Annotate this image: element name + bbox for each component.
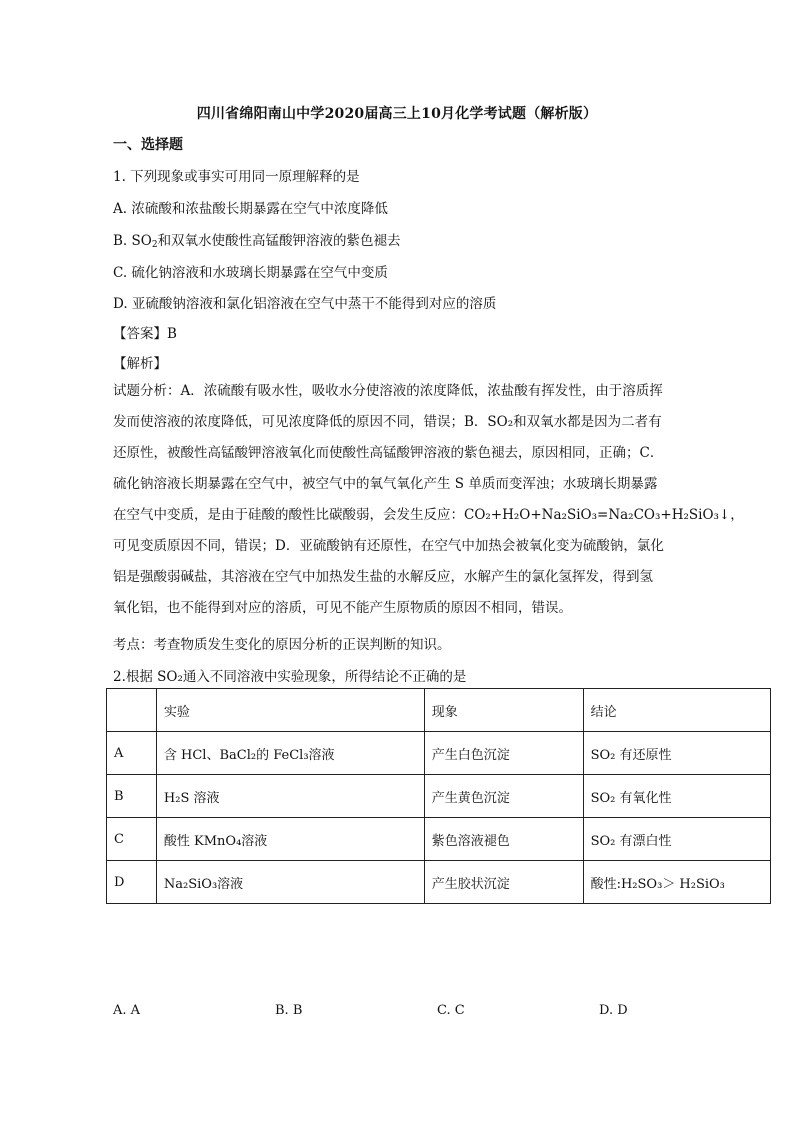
table-row: [107, 775, 771, 818]
analysis-line: 氧化铝，也不能得到对应的溶质，可见不能产生原物质的原因不相同，错误。: [113, 600, 572, 616]
table-row: [107, 818, 771, 861]
question-2-stem: 2.根据 SO₂通入不同溶液中实验现象，所得结论不正确的是: [113, 669, 467, 685]
table-header-row: [107, 689, 771, 732]
page-title: 四川省绵阳南山中学2020届高三上10月化学考试题（解析版）: [196, 106, 598, 122]
table-cell: 紫色溶液褪色: [424, 818, 583, 861]
table-cell: C: [107, 818, 157, 861]
table-cell: SO₂ 有还原性: [583, 732, 770, 775]
analysis-line: 发而使溶液的浓度降低，可见浓度降低的原因不同，错误；B．SO₂和双氧水都是因为二者有: [113, 414, 662, 430]
analysis-line: 在空气中变质，是由于硅酸的酸性比碳酸弱，会发生反应：CO₂+H₂O+Na₂SiO₃=Na₂CO₃+H₂SiO₃↓，: [113, 507, 744, 523]
choice-c: C. C: [437, 1003, 465, 1018]
table-cell: A: [107, 732, 157, 775]
table-cell: 酸性 KMnO₄溶液: [156, 818, 424, 861]
question-1-stem: 1. 下列现象或事实可用同一原理解释的是: [113, 169, 360, 185]
choice-a: A. A: [113, 1003, 141, 1018]
table-cell: B: [107, 775, 157, 818]
table-cell: H₂S 溶液: [156, 775, 424, 818]
table-cell: Na₂SiO₃溶液: [156, 861, 424, 904]
table-cell: 含 HCl、BaCl₂的 FeCl₃溶液: [156, 732, 424, 775]
question-1-analysis: [113, 376, 744, 624]
table-cell: 产生胶状沉淀: [424, 861, 583, 904]
analysis-label: 【解析】: [113, 356, 167, 372]
analysis-line: 铝是强酸弱碱盐，其溶液在空气中加热发生盐的水解反应，水解产生的氯化氢挥发，得到氢: [113, 569, 653, 585]
question-1-option-c: C. 硫化钠溶液和水玻璃长期暴露在空气中变质: [113, 265, 388, 281]
section-heading: 一、选择题: [113, 137, 183, 153]
analysis-line: 可见变质原因不同，错误；D．亚硫酸钠有还原性，在空气中加热会被氧化变为硫酸钠，氯化: [113, 538, 664, 554]
analysis-line: 硫化钠溶液长期暴露在空气中，被空气中的氧气氧化产生 S 单质而变浑浊；水玻璃长期暴露: [113, 476, 658, 492]
question-1-option-b: B. $SO_2$和双氧水使酸性高锰酸钾溶液的紫色褪去: [113, 233, 401, 250]
experiment-table: [106, 688, 771, 904]
choice-b: B. B: [275, 1003, 303, 1018]
analysis-line: 试题分析：A．浓硫酸有吸水性，吸收水分使溶液的浓度降低，浓盐酸有挥发性，由于溶质挥: [113, 383, 663, 399]
analysis-line: 还原性，被酸性高锰酸钾溶液氧化而使酸性高锰酸钾溶液的紫色褪去，原因相同，正确；C．: [113, 445, 664, 461]
table-cell: 产生黄色沉淀: [424, 775, 583, 818]
table-header-cell: 实验: [156, 689, 424, 732]
table-row: [107, 861, 771, 904]
choice-d: D. D: [599, 1003, 628, 1018]
question-1-answer: 【答案】B: [113, 326, 177, 342]
table-row: [107, 732, 771, 775]
table-cell: 酸性:H₂SO₃＞ H₂SiO₃: [583, 861, 770, 904]
table-header-cell: 现象: [424, 689, 583, 732]
table-cell: 产生白色沉淀: [424, 732, 583, 775]
table-header-cell: [107, 689, 157, 732]
table-cell: SO₂ 有漂白性: [583, 818, 770, 861]
question-1-option-a: A. 浓硫酸和浓盐酸长期暴露在空气中浓度降低: [113, 201, 388, 217]
table-header-cell: 结论: [583, 689, 770, 732]
question-1-option-d: D. 亚硫酸钠溶液和氯化铝溶液在空气中蒸干不能得到对应的溶质: [113, 296, 497, 312]
question-1-kaodian: 考点：考查物质发生变化的原因分析的正误判断的知识。: [113, 637, 451, 653]
table-cell: D: [107, 861, 157, 904]
table-cell: SO₂ 有氧化性: [583, 775, 770, 818]
